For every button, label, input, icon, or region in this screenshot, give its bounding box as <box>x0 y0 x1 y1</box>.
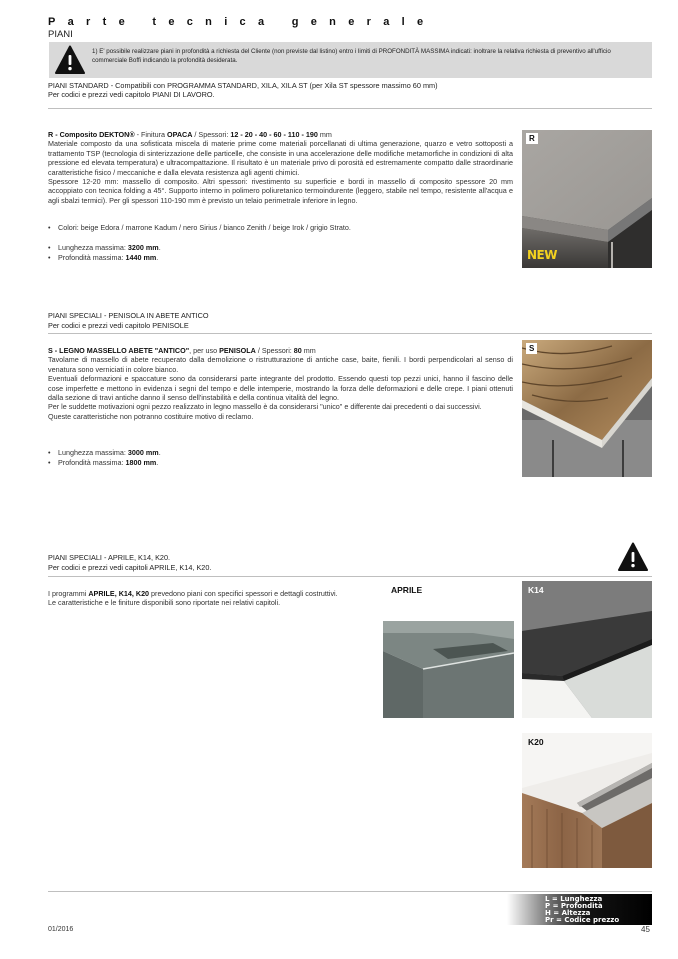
penisola-thickness: 80 <box>293 346 302 355</box>
divider <box>48 891 652 892</box>
legend-h: H = Altezza <box>545 909 591 917</box>
aprile-line1: PIANI SPECIALI - APRILE, K14, K20. <box>48 553 171 562</box>
penisola-paragraph-3: Per le suddette motivazioni ogni pezzo realizzato in legno massello è da considerarsi "unico" e differente dai precedenti o dai successivi. <box>48 402 482 412</box>
dekton-paragraph-2: Spessore 12-20 mm: massello di composito. Altri spessori: rivestimento su superficie e bordi in massello di composito spessore 20 mm accoppiato con tecnica folding a 45°. Supporto interno in polimero poliuretanico termoindurente (leggero, stabile nel tempo, resistente all'acqua e agli sbalzi termici). Per gli spessori 110-190 mm è previsto un telaio perimetrale inferiore in legno. <box>48 177 513 205</box>
dekton-dimensions <box>48 243 513 262</box>
standard-line2: Per codici e prezzi vedi capitolo PIANI DI LAVORO. <box>48 90 215 99</box>
dekton-length <box>48 243 513 253</box>
dekton-depth <box>48 253 513 263</box>
dot: . <box>156 252 159 262</box>
penisola-paragraph-2: Eventuali deformazioni e spaccature sono da considerarsi parte integrante del prodotto. Essendo questi top pezzi unici, hanno il fascino delle cose imperfette e mettono in evidenza i segni del tempo e delle intemperie, mostrando la forza delle deformazioni e delle crepe. I piani ottenuti dalla sezione di travi antiche danno il senso dell'instabilità e della continua vitalità del legno. <box>48 374 513 403</box>
dekton-badge: R <box>526 133 538 144</box>
dekton-colors: • Colori: beige Edora / marrone Kadum / nero Sirius / bianco Zenith / beige Irok / grigio Strato. <box>48 223 513 233</box>
penisola-t6: mm <box>301 346 316 355</box>
divider <box>48 576 652 577</box>
divider <box>48 108 652 109</box>
dekton-paragraph-1: Materiale composto da una sofisticata miscela di materie prime come materiali porcellanati di ultima generazione, quarzo e vetro sottoposti a trattamento TSP (tecnologia di sinterizzazione delle particelle, che consiste in una accelerazione delle modifiche metamorfiche in condizioni di alta pressione ed elevata temperatura) e ultracompattazione. Il risultato è un materiale privo di porosità ed estremamente compatto dalle straordinarie caratteristiche fisico / meccaniche e dalla elevata resistenza agli agenti chimici. <box>48 139 513 177</box>
legend-box <box>507 894 652 925</box>
penisola-photo <box>522 340 652 477</box>
section-subtitle: PIANI <box>48 29 73 40</box>
depth-label: Profondità massima: <box>58 457 126 467</box>
dot: . <box>156 457 159 467</box>
penisola-name: S - LEGNO MASSELLO ABETE "ANTICO" <box>48 346 190 355</box>
standard-line1: PIANI STANDARD - Compatibili con PROGRAMMA STANDARD, XILA, XILA ST (per Xila ST spessore massimo 60 mm) <box>48 81 438 90</box>
penisola-paragraph-4: Queste caratteristiche non potranno costituire motivo di reclamo. <box>48 411 254 421</box>
penisola-line1: PIANI SPECIALI - PENISOLA IN ABETE ANTICO <box>48 311 209 320</box>
penisola-dimensions <box>48 448 513 467</box>
aprile-label: APRILE <box>391 585 423 595</box>
aprile-text <box>48 589 378 608</box>
penisola-text <box>48 346 513 421</box>
dot: . <box>158 448 161 457</box>
dekton-t4: / Spessori: <box>192 130 231 139</box>
penisola-t4: / Spessori: <box>255 346 294 355</box>
k14-photo <box>522 581 652 718</box>
dekton-heading <box>48 130 513 139</box>
penisola-length <box>48 448 513 458</box>
aprile-paragraph-2: Le caratteristiche e le finiture disponibili sono riportate nei relativi capitoli. <box>48 598 281 608</box>
dekton-colors-list <box>48 223 513 233</box>
depth-value: 1440 mm <box>125 252 157 262</box>
depth-value: 1800 mm <box>125 457 157 467</box>
penisola-t2: , per uso <box>189 346 220 355</box>
dot: . <box>158 243 161 252</box>
aprile-programs: APRILE, K14, K20 <box>88 589 150 598</box>
penisola-badge: S <box>526 343 537 354</box>
section-title: Parte tecnica generale <box>48 16 436 28</box>
penisola-paragraph-1: Tavolame di massello di abete recuperato dalla demolizione o ristrutturazione di antiche case, baite, fienili. I bordi perpendicolari al senso di venatura sono verniciati in colore bianco. <box>48 355 513 374</box>
legend-pr: Pr = Codice prezzo <box>545 916 620 924</box>
warning-icon <box>618 542 648 572</box>
aprile-t1: I programmi <box>48 589 89 598</box>
aprile-paragraph-1 <box>48 589 378 598</box>
length-label: Lunghezza massima: <box>58 243 128 252</box>
penisola-use: PENISOLA <box>219 346 256 355</box>
length-value: 3200 mm <box>127 243 159 252</box>
depth-label: Profondità massima: <box>58 252 126 262</box>
legend-p: P = Profondità <box>545 902 603 910</box>
k20-photo <box>522 733 652 868</box>
k14-label: K14 <box>528 585 544 595</box>
penisola-depth <box>48 458 513 468</box>
penisola-heading <box>48 346 513 355</box>
dekton-thickness: 12 - 20 - 40 - 60 - 110 - 190 <box>230 130 318 139</box>
length-label: Lunghezza massima: <box>58 448 128 457</box>
warning-icon <box>55 45 85 75</box>
note-text: 1) E' possibile realizzare piani in profondità a richiesta del Cliente (non previste dal listino) entro i limiti di PROFONDITÀ MASSIMA indicati: inoltrare la relativa richiesta di preventivo all'ufficio commerciale Boffi indicando la profondità desiderata. <box>92 48 611 64</box>
penisola-line2: Per codici e prezzi vedi capitolo PENISOLE <box>48 321 189 330</box>
aprile-t3: prevedono piani con specifici spessori e dettagli costruttivi. <box>149 589 338 598</box>
k20-label: K20 <box>528 737 544 747</box>
new-badge: NEW <box>527 248 557 262</box>
page-number: 45 <box>641 925 650 934</box>
dekton-finish: OPACA <box>166 130 193 139</box>
length-value: 3000 mm <box>127 448 159 457</box>
footer-date: 01/2016 <box>48 926 74 933</box>
dekton-photo <box>522 130 652 268</box>
aprile-photo <box>383 581 514 718</box>
dekton-t2: - Finitura <box>134 130 167 139</box>
legend-l: L = Lunghezza <box>545 895 603 903</box>
aprile-line2: Per codici e prezzi vedi capitoli APRILE, K14, K20. <box>48 563 212 572</box>
dekton-name: R - Composito DEKTON® <box>48 130 135 139</box>
dekton-text <box>48 130 513 205</box>
divider <box>48 333 652 334</box>
dekton-t6: mm <box>317 130 332 139</box>
